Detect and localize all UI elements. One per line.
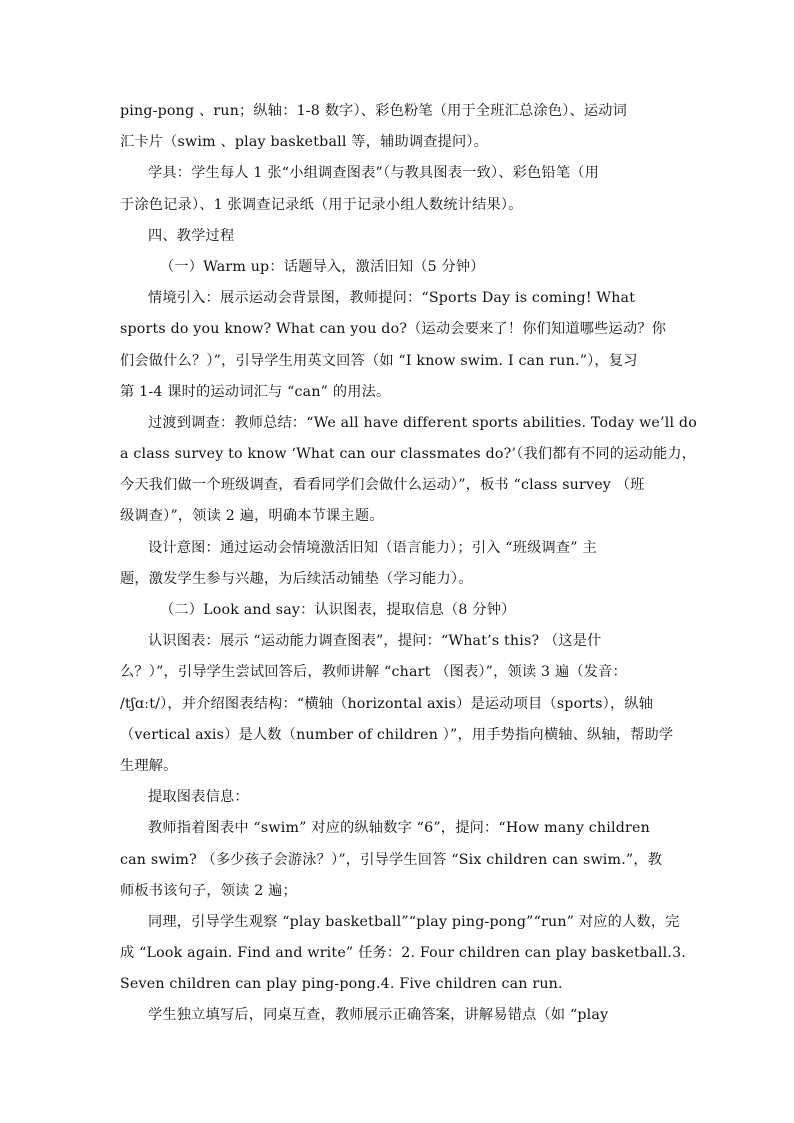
text-line: 情境引入：展示运动会背景图，教师提问：“Sports Day is coming! What — [148, 290, 636, 307]
text-line: 四、教学过程 — [148, 227, 235, 244]
text-line: （二）Look and say：认识图表，提取信息（8 分钟） — [160, 602, 516, 618]
text-line: 们会做什么？）”，引导学生用英文回答（如 “I know swim. I can run.”），复习 — [120, 352, 638, 369]
text-line: 于涂色记录）、1 张调查记录纸（用于记录小组人数统计结果）。 — [120, 196, 523, 213]
text-line: 提取图表信息： — [148, 789, 249, 806]
text-line: 生理解。 — [120, 757, 178, 774]
text-line: 学具：学生每人 1 张“小组调查图表”（与教具图表一致）、彩色铅笔（用 — [148, 165, 599, 182]
text-line: 第 1-4 课时的运动词汇与 “can” 的用法。 — [120, 383, 391, 400]
text-line: 学生独立填写后，同桌互查，教师展示正确答案，讲解易错点（如 “play — [148, 1007, 609, 1024]
document-body — [120, 96, 697, 1032]
text-line: Seven children can play ping-pong.4. Five children can run. — [120, 976, 563, 993]
text-line: 题，激发学生参与兴趣，为后续活动铺垫（学习能力）。 — [120, 570, 473, 587]
text-line: 汇卡片（swim 、play basketball 等，辅助调查提问）。 — [120, 134, 489, 151]
text-line: 设计意图：通过运动会情境激活旧知（语言能力）；引入 “班级调查” 主 — [148, 539, 597, 556]
text-line: （一）Warm up：话题导入，激活旧知（5 分钟） — [160, 258, 485, 275]
text-line: 么？）”，引导学生尝试回答后，教师讲解 “chart （图表）”，领读 3 遍（发音： — [120, 664, 627, 681]
text-line: 认识图表：展示 “运动能力调查图表”，提问：“What’s this? （这是什 — [148, 633, 602, 650]
text-line: sports do you know? What can you do?（运动会要来了！你们知道哪些运动？你 — [120, 321, 667, 338]
text-line: ping-pong 、run；纵轴：1-8 数字）、彩色粉笔（用于全班汇总涂色）、运动词 — [120, 103, 628, 119]
text-line: 成 “Look again. Find and write” 任务：2. Four children can play basketball.3. — [120, 945, 687, 962]
text-line: a class survey to know ‘What can our classmates do?’（我们都有不同的运动能力， — [120, 446, 697, 463]
text-line: 级调查）”，领读 2 遍，明确本节课主题。 — [120, 508, 384, 525]
text-line: 过渡到调查：教师总结：“We all have different sports abilities. Today we’ll do — [148, 414, 697, 431]
text-line: can swim? （多少孩子会游泳？）”，引导学生回答 “Six children can swim.”，教 — [120, 851, 663, 868]
text-line: 教师指着图表中 “swim” 对应的纵轴数字 “6”，提问：“How many children — [148, 820, 650, 837]
text-line: 今天我们做一个班级调查，看看同学们会做什么运动）”，板书 “class survey （班 — [120, 477, 645, 494]
text-line: 同理，引导学生观察 “play basketball”“play ping-pong”“run” 对应的人数，完 — [148, 913, 680, 930]
text-line: （vertical axis）是人数（number of children ）”，用手势指向横轴、纵轴，帮助学 — [120, 726, 674, 743]
text-line: 师板书该句子，领读 2 遍； — [120, 882, 297, 899]
text-line: /tʃɑːt/），并介绍图表结构：“横轴（horizontal axis）是运动项目（sports），纵轴 — [120, 695, 654, 712]
